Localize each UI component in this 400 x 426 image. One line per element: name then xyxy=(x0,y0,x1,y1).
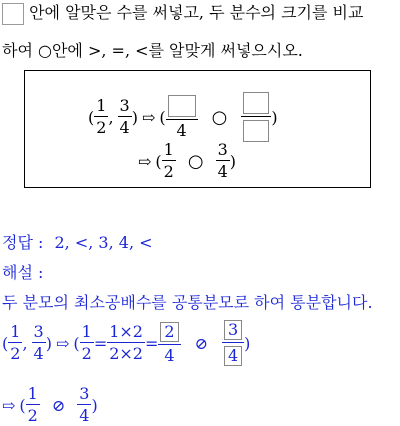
answer-value: 2, <, 3, 4, < xyxy=(54,233,153,252)
explanation-text: 두 분모의 최소공배수를 공통분모로 하여 통분합니다. xyxy=(2,293,373,312)
explanation-label: 해설 : xyxy=(2,263,44,282)
blank-box-top[interactable] xyxy=(243,92,269,114)
arrow-icon: ⇨ xyxy=(141,107,156,127)
blank-box-bottom[interactable] xyxy=(243,120,269,142)
blank-fraction-2 xyxy=(241,92,271,142)
blank-numerator-box[interactable] xyxy=(168,95,196,117)
problem-row-2: ⇨ ( $\frac{1}{2}$ ○ $\frac{3}{4}$ ) xyxy=(138,140,236,181)
blank-fraction-1: 4 xyxy=(166,95,198,139)
boxed-fraction-3-4: $\frac{3}{4}$ xyxy=(222,320,244,366)
answer-box-icon xyxy=(2,3,24,25)
comparison-circle[interactable]: ○ xyxy=(211,106,228,128)
arrow-icon: ⇨ xyxy=(138,151,152,171)
fraction-1-2-b: $\frac{1}{2}$ xyxy=(163,140,174,181)
multiplication-fraction: $\frac{1\times 2}{2\times 2}$ xyxy=(109,322,143,363)
arrow-icon: ⇨ xyxy=(55,333,70,353)
question-line-1: 안에 알맞은 수를 써넣고, 두 분수의 크기를 비교 xyxy=(2,2,363,25)
arrow-icon: ⇨ xyxy=(2,395,16,415)
boxed-fraction-2-4: $\frac{2}{4}$ xyxy=(158,322,180,364)
explanation-row-1: ( $\frac{1}{2}$ , $\frac{3}{4}$ ) ⇨ ( $\frac{1}{2}$ = $\frac{1\times 2}{2\times 2}$ = $\frac{2}{4}$ ⊘ $\frac{3}{4}$ ) xyxy=(2,320,251,365)
less-than-circle: ⊘ xyxy=(51,395,66,415)
fraction-1-2: $\frac{1}{2}$ xyxy=(96,96,107,137)
answer-label: 정답 : xyxy=(2,233,44,252)
question-line-2: 하여 ○안에 >, =, <를 알맞게 써넣으시오. xyxy=(2,41,303,60)
comparison-circle-2[interactable]: ○ xyxy=(187,150,204,172)
explanation-row-2: ⇨ ( $\frac{1}{2}$ ⊘ $\frac{3}{4}$ ) xyxy=(2,384,98,425)
problem-row-1: ( $\frac{1}{2}$ , $\frac{3}{4}$ ) ⇨ ( 4 ○ ) xyxy=(88,92,278,142)
answer-line xyxy=(2,232,153,254)
fraction-3-4: $\frac{3}{4}$ xyxy=(119,96,130,137)
fraction-3-4-b: $\frac{3}{4}$ xyxy=(217,140,228,181)
less-than-circle: ⊘ xyxy=(194,333,208,353)
